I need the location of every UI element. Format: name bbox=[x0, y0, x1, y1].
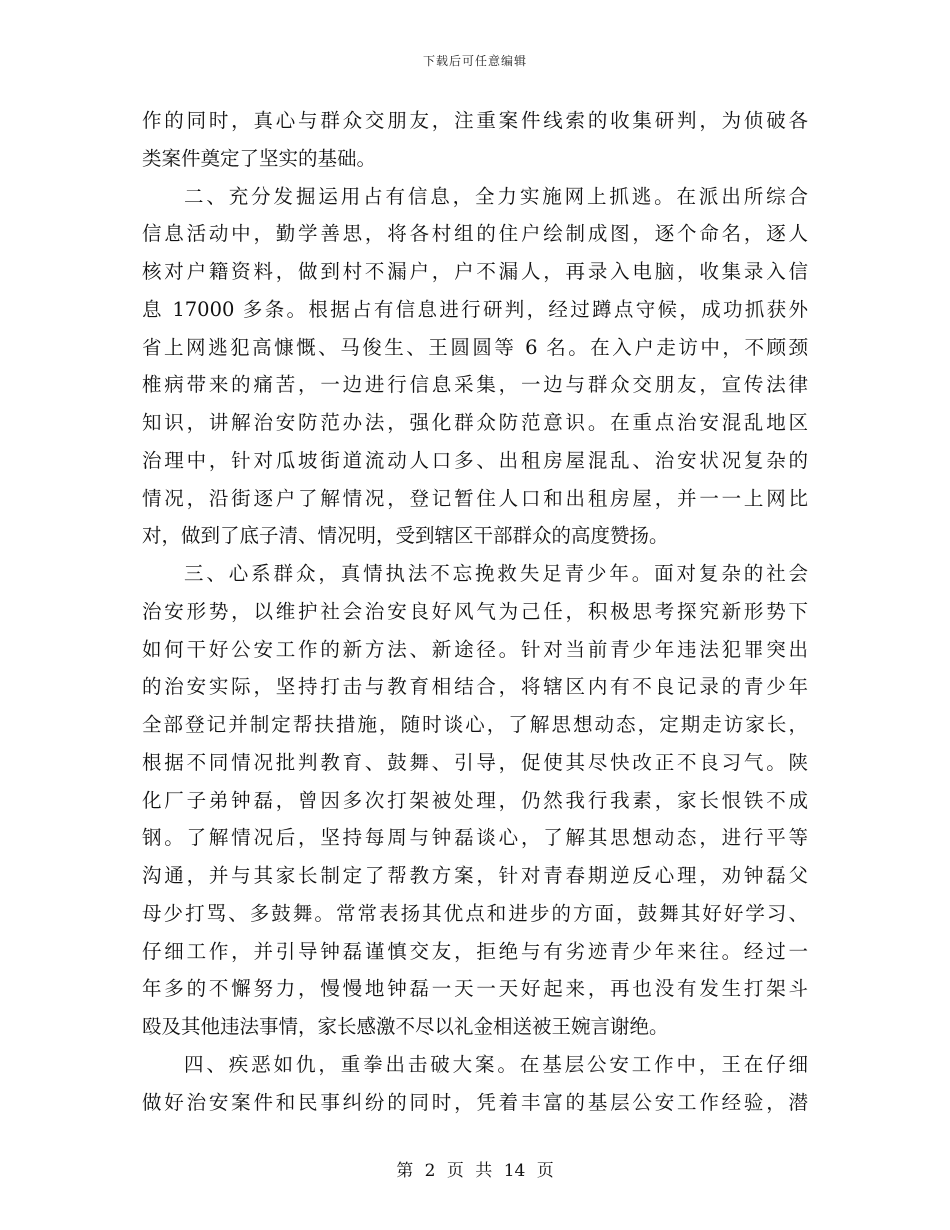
text-line: 信息活动中，勤学善思，将各村组的住户绘制成图，逐个命名，逐人 bbox=[142, 222, 808, 246]
text-line: 全部登记并制定帮扶措施，随时谈心，了解思想动态，定期走访家长， bbox=[142, 713, 808, 736]
page-header-note: 下载后可任意编辑 bbox=[422, 54, 527, 68]
text-line: 化厂子弟钟磊，曾因多次打架被处理，仍然我行我素，家长恨铁不成 bbox=[142, 788, 808, 812]
text-line: 沟通，并与其家长制定了帮教方案，针对青春期逆反心理，劝钟磊父 bbox=[142, 864, 808, 887]
text-line: 对，做到了底子清、情况明，受到辖区干部群众的高度赞扬。 bbox=[142, 524, 669, 548]
text-line: 如何干好公安工作的新方法、新途径。针对当前青少年违法犯罪突出 bbox=[142, 637, 808, 661]
text-line: 三、心系群众，真情执法不忘挽救失足青少年。面对复杂的社会 bbox=[184, 562, 808, 585]
text-line: 椎病带来的痛苦，一边进行信息采集，一边与群众交朋友，宣传法律 bbox=[142, 373, 808, 397]
paragraph bbox=[142, 555, 808, 1046]
text-line: 年多的不懈努力，慢慢地钟磊一天一天好起来，再也没有发生打架斗 bbox=[142, 977, 808, 1001]
paragraph bbox=[142, 178, 808, 556]
text-line: 钢。了解情况后，坚持每周与钟磊谈心，了解其思想动态，进行平等 bbox=[142, 826, 808, 850]
text-line: 省上网逃犯高慷慨、马俊生、王圆圆等 6 名。在入户走访中，不顾颈 bbox=[142, 335, 808, 359]
text-line: 息 17000 多条。根据占有信息进行研判，经过蹲点守候，成功抓获外 bbox=[142, 297, 808, 321]
paragraph bbox=[142, 102, 808, 178]
page-number-footer: 第 2 页 共 14 页 bbox=[396, 1161, 554, 1181]
paragraph bbox=[142, 1046, 808, 1122]
text-line: 知识，讲解治安防范办法，强化群众防范意识。在重点治安混乱地区 bbox=[142, 411, 808, 434]
text-line: 根据不同情况批判教育、鼓舞、引导，促使其尽快改正不良习气。陕 bbox=[142, 750, 808, 774]
text-line: 四、疾恶如仇，重拳出击破大案。在基层公安工作中，王在仔细 bbox=[184, 1052, 808, 1076]
text-line: 的治安实际，坚持打击与教育相结合，将辖区内有不良记录的青少年 bbox=[142, 675, 808, 699]
text-line: 做好治安案件和民事纠纷的同时，凭着丰富的基层公安工作经验，潜 bbox=[142, 1090, 808, 1114]
text-line: 治理中，针对瓜坡街道流动人口多、出租房屋混乱、治安状况复杂的 bbox=[142, 448, 808, 472]
text-line: 母少打骂、多鼓舞。常常表扬其优点和进步的方面，鼓舞其好好学习、 bbox=[142, 901, 808, 925]
text-line: 情况，沿街逐户了解情况，登记暂住人口和出租房屋，并一一上网比 bbox=[142, 486, 808, 510]
text-line: 治安形势，以维护社会治安良好风气为己任，积极思考探究新形势下 bbox=[142, 599, 808, 623]
text-line: 殴及其他违法事情，家长感激不尽以礼金相送被王婉言谢绝。 bbox=[142, 1015, 669, 1038]
text-line: 作的同时，真心与群众交朋友，注重案件线索的收集研判，为侦破各 bbox=[142, 109, 808, 132]
text-line: 仔细工作，并引导钟磊谨慎交友，拒绝与有劣迹青少年来往。经过一 bbox=[142, 939, 808, 963]
text-line: 二、充分发掘运用占有信息，全力实施网上抓逃。在派出所综合 bbox=[184, 184, 808, 208]
document-body bbox=[142, 102, 808, 1121]
text-line: 类案件奠定了坚实的基础。 bbox=[142, 146, 377, 170]
text-line: 核对户籍资料，做到村不漏户，户不漏人，再录入电脑，收集录入信 bbox=[142, 260, 808, 283]
